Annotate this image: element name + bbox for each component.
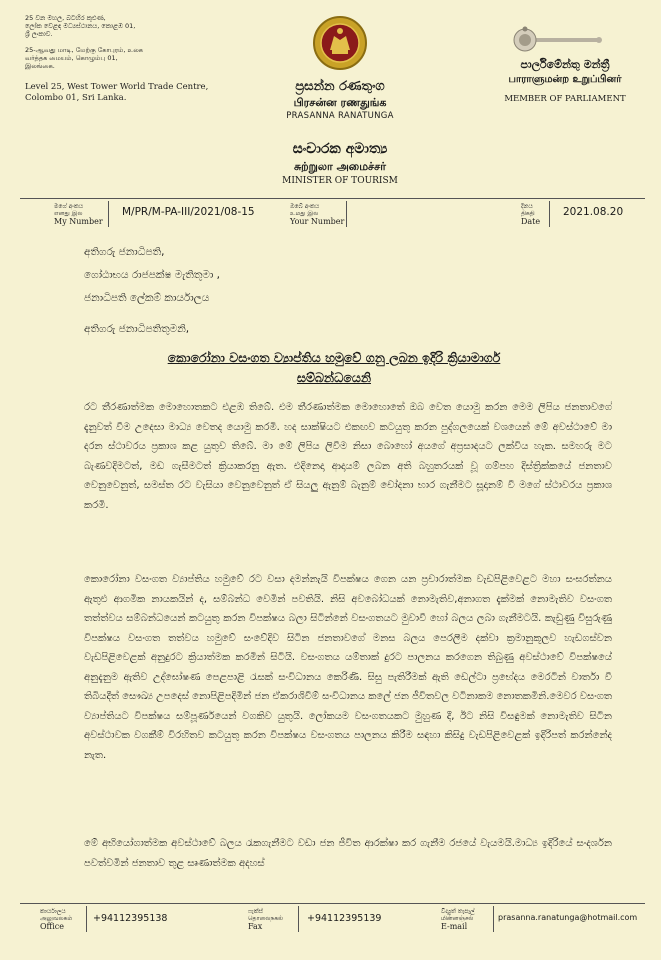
recipient-block bbox=[84, 241, 220, 310]
your-number-label bbox=[290, 203, 360, 226]
minister-si: සංචාරක අමාත්‍ය bbox=[292, 141, 388, 157]
divider bbox=[20, 903, 645, 904]
my-number-en: My Number bbox=[54, 217, 103, 226]
recipient-line3: ජනාධිපති ලේකම් කාර්යාලය bbox=[84, 292, 210, 304]
name-si: ප්‍රසන්න රණතුංග bbox=[295, 79, 385, 94]
address-si-line2: ලෝක වෙළඳ මධ්‍යස්ථානය, කොළඹ 01, bbox=[25, 22, 136, 30]
divider bbox=[346, 201, 347, 227]
email-label bbox=[441, 908, 501, 931]
subject-line2: සම්බන්ධයෙනි bbox=[297, 370, 371, 385]
recipient-line1: අතිගරු ජනාධිපති, bbox=[84, 246, 165, 258]
address-si-line1: 25 වන මහල, බටහිර කුළුණ, bbox=[25, 14, 106, 22]
date-si: දිනය bbox=[521, 203, 533, 210]
recipient-line2: ගෝඨාභය රාජපක්ෂ මැතිතුමා , bbox=[84, 269, 221, 281]
name-en: PRASANNA RANATUNGA bbox=[286, 111, 394, 121]
my-number-si: මගේ අංකය bbox=[54, 203, 84, 210]
your-number-si: ඔබේ අංකය bbox=[290, 203, 320, 210]
letterhead-address bbox=[25, 14, 215, 104]
parliament-mace-icon bbox=[505, 26, 605, 54]
divider bbox=[20, 198, 645, 199]
fax-number: +94112395139 bbox=[307, 913, 382, 924]
sri-lanka-emblem-icon bbox=[310, 14, 370, 72]
your-number-ta: உமது இல bbox=[290, 210, 319, 217]
divider bbox=[298, 906, 299, 932]
mp-si: පාර්ලිමේන්තු මන්ත්‍රී bbox=[520, 58, 610, 71]
date-label bbox=[521, 203, 551, 226]
subject-line1: කොරෝනා වසංගත ව්‍යාප්තිය හමුවේ ගනු ලබන ඉදිරි ක්‍රියාමාර්ග bbox=[167, 350, 501, 365]
body-paragraph-2: කොරෝනා වසංගත ව්‍යාප්තිය හමුවේ රට වසා දමන්නැයි විපක්ෂය ගෙන යන ප්‍රචාරාත්මක වැඩපිළිවෙළට මහා සංඝරත්නය ඇතුළු ආගමික නායකයින් ද, සම්බන්ධ වෙමින් පවතියි. නිසි අවබෝධයක් නොමැතිව,අනාගත දැක්මක් නොමැතිව වසංගත තත්ත්වය සම්බන්ධයෙන් කටයුතු කරන විපක්ෂය බලා සිටින්නේ වසංගතයට මුවාවී හෝ බලය ලබා ගැනීමටයි. කැඩුණු විසුරුණු විපක්ෂය වසංගත තත්වය හමුවේ සංවේදිව සිටින ජනතාවගේ මනස බලය පෙරලීම දක්වා ක්‍රමානුකූලව හැඩගස්වන වැඩපිළිවෙළක් අනුදුරට ක්‍රියාත්මක කරමින් සිටියි. වසංගතය යම්තාක් දුරට පාලනය කරගෙන තිබුණු අවස්ථාවේ විපක්ෂයේ අනුදැනුම ඇතිව උද්ඝෝෂණ පෙළපාළි රැසක් සංවිධානය කෙරිණි. සිසු පැතිරීමක් ඇති ඩෙල්ටා ප්‍රභේදය මෙරටින් වාර්තා වී තිබියදීත් සෞඛ්‍ය උපදෙස් නොපිළිපදිමින් ජන ඒකරාශිවීම් සංවිධානය කලේ ජන ජීවිතවල වටිනාකම නොතකමිනි.මෙවර වසංගත ව්‍යාප්තියට විපක්ෂය සම්පූර්ණයෙන් වගකිව යුතුයි. ලෝකයම වසංගතයකට මුහුණ දී, ඊට නිසි විසඳුමක් නොමැතිව සිටින අවස්ථාවක වගකීම් විරහිතව කටයුතු කරන විපක්ෂය වසංගතය පාලනය කිරීම සඳහා කිසිදු වැඩපිළිවෙළක් ඉදිරිපත් කරන්නේද නැත. bbox=[84, 574, 612, 761]
fax-en: Fax bbox=[248, 922, 263, 931]
your-number-en: Your Number bbox=[290, 217, 345, 226]
fax-ta: தொலைநகல் bbox=[248, 915, 284, 922]
my-number-label bbox=[54, 203, 114, 226]
office-ta: அலுவலகம் bbox=[40, 915, 73, 922]
divider bbox=[549, 201, 550, 227]
my-number-ta: எனது இல bbox=[54, 210, 83, 217]
email-si: විද්‍යුත් තැපෑල් bbox=[441, 908, 475, 915]
address-ta-line3: இலங்கை. bbox=[25, 62, 55, 70]
fax-label bbox=[248, 908, 298, 931]
office-en: Office bbox=[40, 922, 65, 931]
address-ta-line1: 25-ஆவது மாடி, மேற்கு கோபுரம், உலக bbox=[25, 46, 143, 54]
my-number-value: M/PR/M-PA-III/2021/08-15 bbox=[122, 206, 255, 218]
office-si: කාර්යාලය bbox=[40, 908, 66, 915]
minister-ta: சுற்றுலா அமைச்சர் bbox=[294, 160, 386, 173]
email-ta: மின்னஞ்சல் bbox=[441, 915, 474, 922]
date-en: Date bbox=[521, 217, 541, 226]
body-paragraph-3: මේ අභියෝගාත්මක අවස්ථාවේ බලය රැකගැනීමට වඩා ජන ජීවිත ආරක්ෂා කර ගැනීම රජයේ වැයමයි.මාධ්‍ය ඉදිරියේ සංදර්ශන පවත්වමින් ජනතාව තුළ සෘණාත්මක අදහස් bbox=[84, 838, 612, 869]
address-en-line2: Colombo 01, Sri Lanka. bbox=[25, 93, 127, 103]
date-ta: திகதி bbox=[521, 210, 535, 217]
divider bbox=[86, 906, 87, 932]
address-si-line3: ශ්‍රී ලංකාව. bbox=[25, 30, 53, 38]
mp-ta: பாராளுமன்ற உறுப்பினர் bbox=[508, 74, 622, 85]
divider bbox=[108, 201, 109, 227]
fax-si: ෆැක්ස් bbox=[248, 908, 263, 915]
date-value: 2021.08.20 bbox=[563, 206, 624, 218]
address-en-line1: Level 25, West Tower World Trade Centre, bbox=[25, 82, 209, 92]
office-label bbox=[40, 908, 90, 931]
address-ta-line2: வர்த்தக மையம், கொழும்பு 01, bbox=[25, 54, 118, 62]
email-en: E-mail bbox=[441, 922, 468, 931]
salutation: අතිගරු ජනාධිපතිතුමනි, bbox=[84, 323, 190, 335]
subject bbox=[84, 348, 584, 388]
mp-en: MEMBER OF PARLIAMENT bbox=[504, 94, 626, 104]
minister-en: MINISTER OF TOURISM bbox=[282, 176, 398, 186]
divider bbox=[493, 906, 494, 932]
name-ta: பிரசன்ன ரணதுங்க bbox=[293, 96, 387, 109]
email-address: prasanna.ranatunga@hotmail.com bbox=[498, 913, 638, 922]
office-phone: +94112395138 bbox=[93, 913, 168, 924]
body-paragraph-1: රට තීරණාත්මක මොහොතකට එළඹ තිබේ. එම තීරණාත්මක මොහොතේ ඔබ වෙත යොමු කරන මෙම ලිපිය ජනතාවගේ දැනුවත් වීම උදෙසා මාධ්‍ය වෙතද යොමු කරමි. හද සාක්ෂියට එකඟව කටයුතු කරන පුද්ගලයෙක් වශයෙන් මේ අවස්ථාවේ මා දරන ස්ථාවරය ප්‍රකාශ කළ යුතුව තිබේ. මා මේ ලිපිය ලිවීම නිසා බොහෝ අයගේ අප්‍රසාදයට ලක්විය හැක. සමහරු මට බැණවදිමටත්, මඩ ගැසීමටත් ක්‍රියාකරනු ඇත. එදිනෙදා ආදායම් ලබන අති බහුතරයක් වූ ගම්පහ දිස්ත්‍රික්කයේ ජනතාව වෙනුවෙනුත්, සමස්ත රට වැසියා වෙනුවෙනුත් ඒ සියලු ඇනුම් බැනුම් චෝදනා භාර ගැනීමට සූදානම් වී මගේ ස්ථාවරය ප්‍රකාශ කරමි. bbox=[84, 402, 612, 511]
